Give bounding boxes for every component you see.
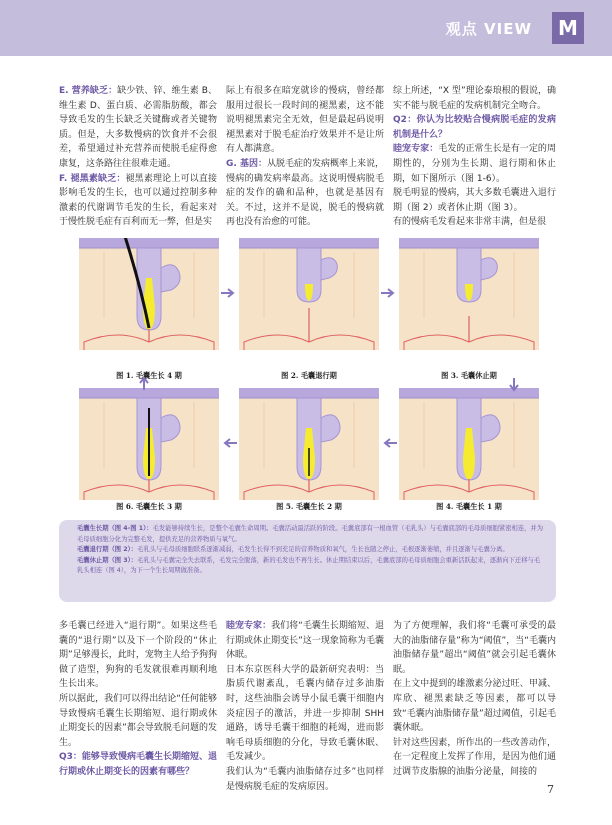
paragraph-continued: 有的慢病毛发看起来非常丰满，但是很 [393, 217, 547, 228]
text-column-2 [226, 84, 384, 230]
paragraph-summary: 综上所述，“X 型”理论泰琅根的假说，确实不能与脱毛症的发病机制完全吻合。 [393, 86, 556, 111]
text-e: 缺少铁、锌、维生素 B、维生素 D、蛋白质、必需脂肪酸，都会导致毛发的生长缺乏关键酶或者关键物质。但是，大多数慢病的饮食并不会很差，希望通过补充营养而使脱毛症得愈康复，这条路往往很难走通。 [59, 86, 218, 169]
expert-label: 睦宠专家： [226, 621, 272, 631]
expert-label: 睦宠专家： [393, 144, 439, 155]
paragraph-stages: 脱毛明显的慢病，其大多数毛囊进入退行期（图 2）或者休止期（图 3）。 [393, 188, 556, 213]
text-g: 从脱毛症的发病概率上来说，慢病的确发病率最高。这说明慢病脱毛症的发作的确和品种，也就是基因有关。不过，这并不是说，脱毛的慢病就再也没有治愈的可能。 [226, 158, 384, 228]
follicle-cycle-figure [59, 238, 556, 516]
follicle-panel-telogen [399, 238, 539, 350]
page-number: 7 [547, 783, 554, 796]
lead-e: E. 营养缺乏： [59, 86, 118, 96]
paragraph-research: 日本东京医科大学的最新研究表明：当脂质代谢紊乱，毛囊内储存过多油脂时，这些油脂会诱导小鼠毛囊干细胞内炎症因子的激活，并进一步抑制 SHH 通路，诱导毛囊干细胞的耗竭，进而影响毛母质细胞的分化，导致毛囊休眠、毛发减少。 [226, 664, 384, 763]
arrow-right-icon [221, 288, 237, 298]
arrow-right-icon [381, 288, 397, 298]
text-column-3 [393, 84, 556, 230]
paragraph-melatonin-end: 际上有很多在暗宠就诊的慢病，曾经都服用过很长一段时间的褪黑素，这不能说明褪黑素完全无效，但是最起码说明褪黑素对于脱毛症治疗效果并不是让所有人都满意。 [226, 86, 384, 155]
paragraph-g [226, 157, 384, 230]
follicle-panel-catagen [239, 238, 379, 350]
note-anagen-text: 毛发能够持续生长，是整个毛囊生命周期。毛囊活动最活跃的阶段。毛囊底部有一根血管（毛乳头）与毛囊底部的毛母质细胞紧密相连，并为毛母质细胞分化为完整毛发，提供充足的营养物质与氧气。 [77, 525, 543, 543]
bottom-column-2 [226, 619, 384, 794]
paragraph-e [59, 84, 217, 172]
paragraph-threshold: 为了方便理解，我们将“毛囊可承受的最大的油脂储存量”称为“阈值”，当“毛囊内油脂储存量”超出“阈值”就会引起毛囊休眠。 [393, 621, 556, 675]
lead-f: F. 褪黑素缺乏： [59, 173, 126, 184]
follicle-panel-growth-2 [239, 388, 379, 500]
caption-fig3: 图 3. 毛囊休止期 [441, 371, 497, 380]
answer-q3 [226, 619, 384, 663]
answer-text: 毛发的正常生长是有一定的周期性的，分别为生长期、退行期和休止期，如下图所示（图 1-6）。 [393, 144, 556, 184]
paragraph-improvement: 针对这些因素，所作出的一些改善动作，在一定程度上发挥了作用，是因为他们通过调节皮脂腺的油脂分泌量，间接的 [393, 737, 556, 777]
text-f: 褪黑素理论上可以直接影响毛发的生长，也可以通过控制多种激素的代谢调节毛发的生长，看起来对于慢性脱毛症有百利而无一弊，但是实 [59, 173, 217, 228]
note-anagen-lead: 毛囊生长期（图 4-图 1）： [77, 525, 153, 532]
arrow-up-icon [139, 374, 149, 390]
caption-fig6: 图 6. 毛囊生长 3 期 [116, 502, 182, 511]
note-telogen-lead: 毛囊休止期（图 3）： [77, 556, 138, 564]
caption-fig1: 图 1. 毛囊生长 4 期 [116, 371, 182, 380]
arrow-left-icon [381, 438, 397, 448]
lead-g: G. 基因： [226, 158, 267, 169]
text-column-1 [59, 84, 217, 230]
caption-fig5: 图 5. 毛囊生长 2 期 [276, 502, 342, 511]
caption-fig2: 图 2. 毛囊退行期 [281, 371, 337, 380]
question-q3: Q3：能够导致慢病毛囊生长期缩短、退行期或休止期变长的因素有哪些？ [59, 752, 217, 777]
paragraph-cause: 我们认为“毛囊内油脂储存过多”也同样是慢病脱毛症的发病原因。 [226, 766, 384, 792]
caption-fig4: 图 4. 毛囊生长 1 期 [436, 502, 502, 511]
paragraph-catagen: 多毛囊已经进入“退行期”。如果这些毛囊的“退行期”以及下一个阶段的“休止期”足够漫长，此时，宠物主人给予狗狗做了造型，狗狗的毛发就很难再顺利地生长出来。 [59, 621, 217, 690]
note-catagen-lead: 毛囊退行期（图 2）： [77, 546, 138, 554]
answer-q3-text: 我们将“毛囊生长期缩短、退行期或休止期变长”这一现象简称为毛囊休眠。 [226, 621, 384, 661]
bottom-column-1 [59, 619, 217, 780]
paragraph-factors: 在上文中提到的雄激素分泌过旺、甲减、库欣、褪黑素缺乏等因素，都可以导致“毛囊内油脂储存量”超过阈值，引起毛囊休眠。 [393, 679, 556, 734]
follicle-panel-growth-3 [79, 388, 219, 500]
note-telogen [77, 556, 546, 577]
section-label: 观点 VIEW [445, 20, 532, 38]
arrow-left-icon [221, 438, 237, 448]
stage-notes-box [59, 520, 556, 602]
note-catagen-text: 毛乳头与毛母质细胞联系逐渐减弱，毛发生长得不到充足的营养物质和氧气，生长也随之停止，毛根逐渐萎缩，并且逐渐与毛囊分离。 [137, 546, 509, 554]
section-badge: M [552, 12, 584, 44]
arrow-down-icon [509, 378, 519, 394]
note-anagen [77, 524, 546, 545]
question-q2: Q2：你认为比较贴合慢病脱毛症的发病机制是什么？ [393, 115, 556, 140]
note-telogen-text: 毛乳头与毛囊完全失去联系，毛发完全脱落，新的毛发也不再生长。休止期结束以后，毛囊底部的毛母质细胞会重新活跃起来，逐渐向下迁移与毛乳头相连（图 4），为下一个生长周期做准备。 [77, 556, 541, 575]
paragraph-f [59, 172, 217, 230]
paragraph-conclusion: 所以据此，我们可以得出结论“任何能够导致慢病毛囊生长期缩短、退行期或休止期变长的因素”都会导致脱毛问题的发生。 [59, 693, 217, 748]
follicle-panel-growth-1 [399, 388, 539, 500]
page-header [0, 0, 612, 56]
answer-q2 [393, 142, 556, 186]
note-catagen [77, 545, 546, 556]
bottom-column-3 [393, 619, 556, 780]
follicle-panel-growth-4 [79, 238, 219, 350]
